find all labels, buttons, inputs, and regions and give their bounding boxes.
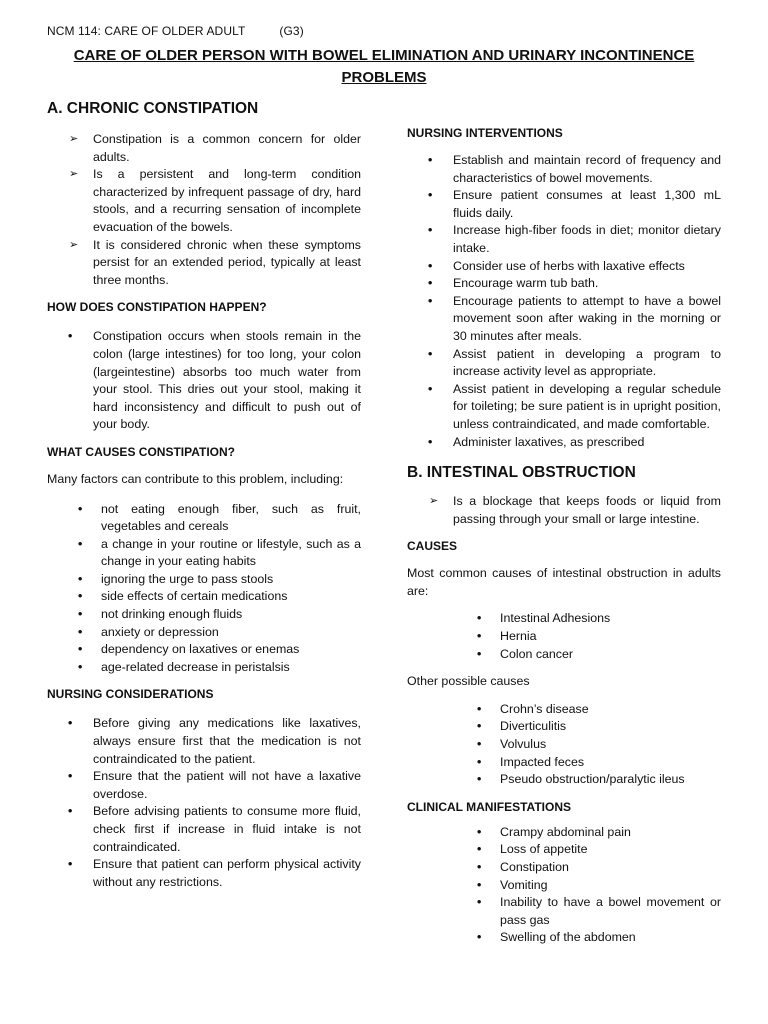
list-item: • Hernia	[407, 628, 721, 646]
list-item: • Crampy abdominal pain	[407, 824, 721, 842]
bullet-icon: •	[78, 571, 83, 586]
list-item: • Assist patient in developing a program to increase activity level as appropriate.	[428, 346, 721, 379]
bullet-icon: •	[428, 258, 433, 273]
bullet-icon: •	[68, 857, 73, 872]
causes-intro: Many factors can contribute to this problem, including:	[47, 471, 344, 486]
list-item: • Consider use of herbs with laxative effects	[407, 258, 721, 276]
list-item: • Pseudo obstruction/paralytic ileus	[407, 771, 721, 789]
list-item: • Encourage warm tub bath.	[407, 275, 721, 293]
bullet-icon: •	[428, 346, 433, 361]
bullet-icon: •	[477, 877, 482, 892]
bullet-icon: •	[68, 716, 73, 731]
obstruction-causes-intro: Most common causes of intestinal obstruction in adults are:	[407, 566, 721, 598]
list-item: • Constipation	[407, 859, 721, 877]
bullet-icon: •	[428, 188, 433, 203]
list-item: • Swelling of the abdomen	[407, 929, 721, 947]
list-item: • not eating enough fiber, such as fruit, vegetables and cereals	[78, 501, 361, 534]
list-item: ➢ It is considered chronic when these symptoms persist for an extended period, typically at least three months.	[69, 237, 361, 287]
list-item: • Impacted feces	[407, 754, 721, 772]
bullet-icon: •	[477, 611, 482, 626]
bullet-icon: •	[477, 646, 482, 661]
course-code: NCM 114: CARE OF OLDER ADULT	[47, 24, 246, 38]
list-item: • Encourage patients to attempt to have a bowel movement soon after waking in the morning or 30 minutes after meals.	[428, 293, 721, 343]
list-item: • Ensure patient consumes at least 1,300 mL fluids daily.	[428, 188, 721, 220]
manifestations-list	[407, 824, 721, 947]
section-a-heading: A. CHRONIC CONSTIPATION	[47, 100, 259, 117]
list-item: • ignoring the urge to pass stools	[47, 571, 361, 589]
group-label: (G3)	[279, 24, 304, 38]
list-item: ➢ Constipation is a common concern for older adults.	[69, 132, 361, 164]
section-b-heading: B. INTESTINAL OBSTRUCTION	[407, 464, 636, 482]
list-item: • side effects of certain medications	[47, 588, 361, 606]
other-causes-list	[407, 701, 721, 789]
list-item: • Colon cancer	[407, 646, 721, 664]
bullet-icon: •	[78, 589, 83, 604]
bullet-icon: •	[428, 381, 433, 396]
interventions-heading: NURSING INTERVENTIONS	[407, 126, 563, 140]
list-item: • dependency on laxatives or enemas	[47, 641, 361, 659]
considerations-list	[47, 715, 361, 891]
list-item: • Intestinal Adhesions	[407, 610, 721, 628]
list-item: • a change in your routine or lifestyle, such as a change in your eating habits	[78, 536, 361, 569]
list-item: • Before advising patients to consume more fluid, check first if increase in fluid intake is not contraindicated.	[68, 804, 361, 854]
list-item: • Assist patient in developing a regular schedule for toileting; be sure patient is in upright position, unless contraindicated, and made comfortable.	[428, 381, 721, 431]
interventions-list	[407, 152, 721, 451]
bullet-icon: •	[477, 629, 482, 644]
document-title: CARE OF OLDER PERSON WITH BOWEL ELIMINATION AND URINARY INCONTINENCE PROBLEMS	[73, 47, 695, 86]
bullet-icon: •	[428, 153, 433, 167]
left-column	[47, 99, 361, 891]
arrow-bullet-icon: ➢	[429, 495, 439, 508]
section-a-intro-list	[47, 131, 361, 289]
bullet-icon: •	[68, 329, 73, 344]
list-item: • Establish and maintain record of frequency and characteristics of bowel movements.	[428, 153, 721, 185]
right-column	[407, 125, 721, 947]
bullet-icon: •	[428, 276, 433, 291]
list-item: • Crohn’s disease	[407, 701, 721, 719]
bullet-icon: •	[428, 434, 433, 449]
list-item: • Vomiting	[407, 877, 721, 895]
how-heading: HOW DOES CONSTIPATION HAPPEN?	[47, 300, 267, 315]
common-causes-list	[407, 610, 721, 663]
bullet-icon: •	[78, 501, 83, 516]
list-item: • Inability to have a bowel movement or pass gas	[477, 895, 721, 927]
bullet-icon: •	[477, 772, 482, 787]
obstruction-causes-heading: CAUSES	[407, 539, 458, 554]
bullet-icon: •	[477, 737, 482, 752]
bullet-icon: •	[68, 769, 73, 784]
list-item: • Ensure that patient can perform physical activity without any restrictions.	[68, 857, 361, 889]
bullet-icon: •	[477, 930, 482, 945]
bullet-icon: •	[78, 659, 83, 674]
list-item: • anxiety or depression	[47, 624, 361, 642]
bullet-icon: •	[428, 223, 433, 238]
bullet-icon: •	[477, 701, 482, 716]
how-list	[47, 328, 361, 434]
bullet-icon: •	[477, 895, 482, 910]
arrow-bullet-icon: ➢	[69, 238, 79, 251]
considerations-heading: NURSING CONSIDERATIONS	[47, 687, 214, 702]
bullet-icon: •	[428, 293, 433, 308]
bullet-icon: •	[477, 754, 482, 769]
manifestations-heading: CLINICAL MANIFESTATIONS	[407, 799, 571, 814]
list-item: ➢ Is a blockage that keeps foods or liquid from passing through your small or large intestine.	[429, 494, 721, 526]
causes-heading: WHAT CAUSES CONSTIPATION?	[47, 444, 235, 459]
list-item: • Loss of appetite	[407, 841, 721, 859]
bullet-icon: •	[477, 860, 482, 874]
list-item: • Constipation occurs when stools remain in the colon (large intestines) for too long, your colon (largeintestine) absorbs too much water from your stool. This dries out your stool, making it hard inconsistency and difficult to push out of your body.	[68, 329, 361, 432]
list-item: • Increase high-fiber foods in diet; monitor dietary intake.	[428, 223, 721, 255]
bullet-icon: •	[477, 719, 482, 734]
list-item: • Volvulus	[407, 736, 721, 754]
bullet-icon: •	[477, 824, 482, 839]
arrow-bullet-icon: ➢	[69, 168, 79, 181]
bullet-icon: •	[78, 624, 83, 639]
bullet-icon: •	[78, 642, 83, 657]
arrow-bullet-icon: ➢	[69, 133, 79, 145]
bullet-icon: •	[477, 842, 482, 857]
page-header	[47, 24, 304, 38]
bullet-icon: •	[78, 607, 83, 622]
causes-list	[47, 501, 361, 677]
section-b-intro-list	[407, 493, 721, 528]
list-item: • Administer laxatives, as prescribed	[407, 434, 721, 452]
list-item: • not drinking enough fluids	[47, 606, 361, 624]
bullet-icon: •	[68, 804, 73, 819]
list-item: • Ensure that the patient will not have a laxative overdose.	[68, 769, 361, 801]
list-item: • Before giving any medications like laxatives, always ensure first that the medication is not contraindicated to the patient.	[68, 716, 361, 766]
list-item: ➢ Is a persistent and long-term condition characterized by infrequent passage of dry, hard stools, and a recurring sensation of incomplete evacuation of the bowels.	[69, 167, 361, 234]
list-item: • Diverticulitis	[407, 718, 721, 736]
list-item: • age-related decrease in peristalsis	[47, 659, 361, 677]
other-causes-label: Other possible causes	[407, 674, 530, 689]
bullet-icon: •	[78, 536, 83, 551]
